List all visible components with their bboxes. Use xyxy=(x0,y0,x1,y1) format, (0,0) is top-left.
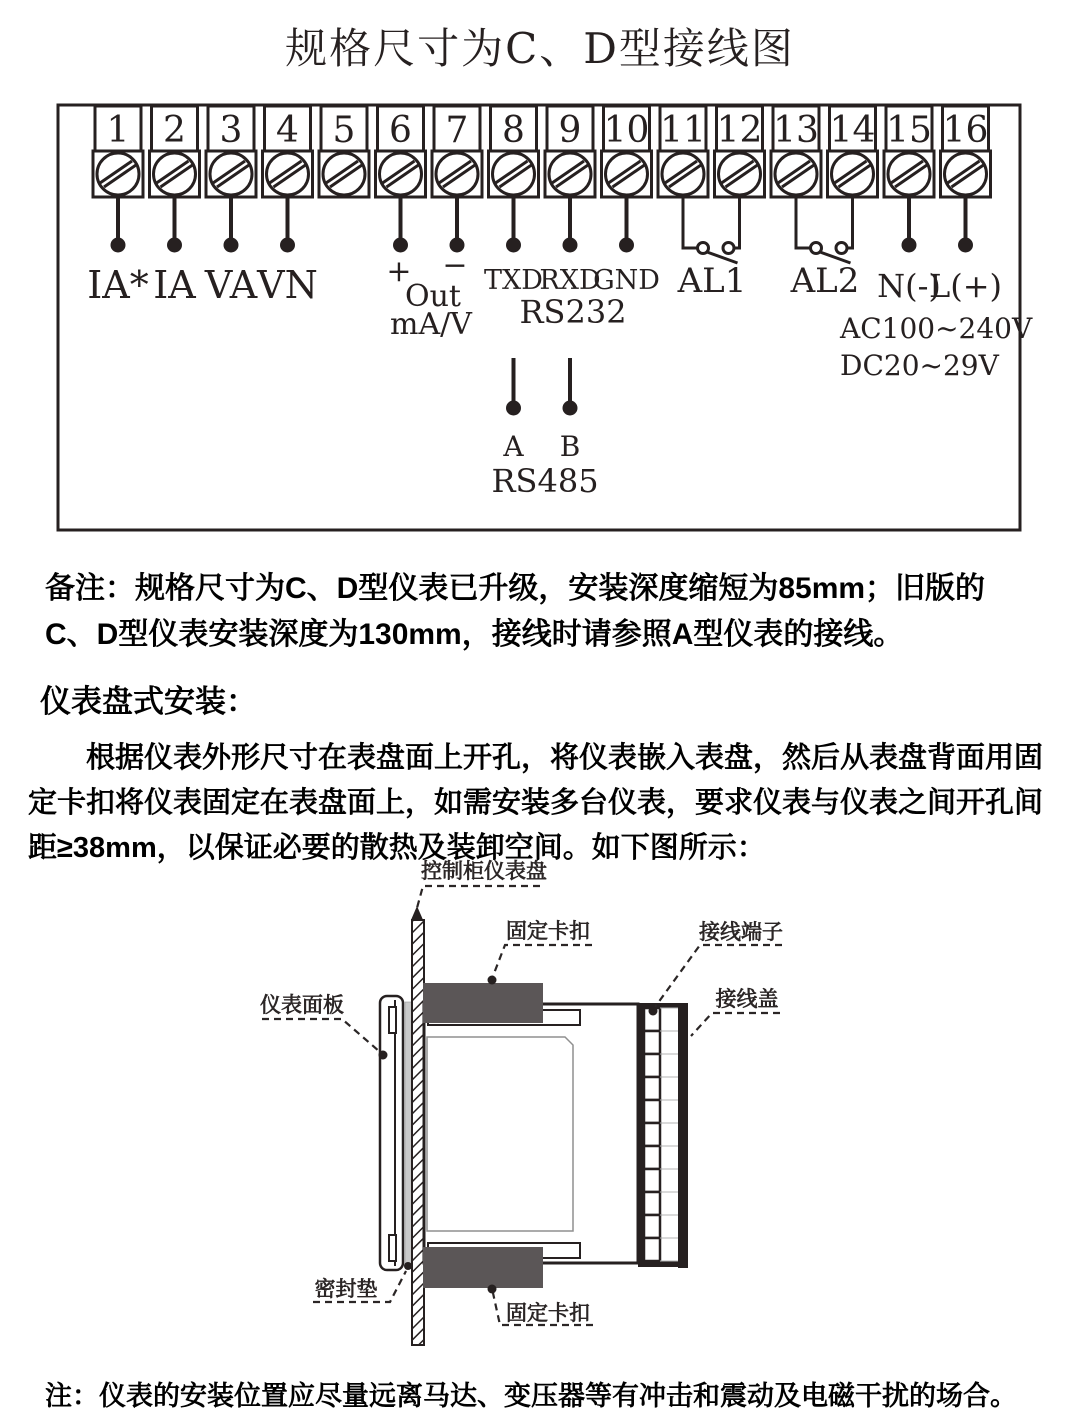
label-fixing-clip-top: 固定卡扣 xyxy=(506,920,590,943)
terminal-number: 6 xyxy=(389,110,412,151)
screw-icon xyxy=(888,153,930,195)
remark-text: 备注：规格尺寸为C、D型仪表已升级，安装深度缩短为85mm；旧版的C、D型仪表安装深度为130mm，接线时请参照A型仪表的接线。 xyxy=(45,572,986,651)
label-front-panel: 仪表面板 xyxy=(260,994,344,1017)
label-rs485: RS485 xyxy=(491,462,599,500)
terminal-12 xyxy=(715,106,765,197)
label-ia: IA xyxy=(153,263,196,307)
terminal-number: 15 xyxy=(886,110,932,151)
inner-case xyxy=(427,1037,573,1231)
label-al1: AL1 xyxy=(677,261,747,301)
section-heading: 仪表盘式安装： xyxy=(40,684,257,719)
terminal-10 xyxy=(602,106,652,197)
cabinet-panel-bar xyxy=(412,920,424,1345)
wiring-cover-bar xyxy=(678,1003,688,1268)
terminal-number: 14 xyxy=(829,110,876,151)
front-panel-bezel xyxy=(380,996,403,1270)
screw-icon xyxy=(945,153,987,195)
panel-arrowhead xyxy=(411,906,424,921)
screw-icon xyxy=(549,153,591,195)
label-rs485-b: B xyxy=(559,430,581,463)
label-gasket: 密封垫 xyxy=(314,1278,378,1301)
terminal-13 xyxy=(771,106,821,197)
label-ia-star: IA* xyxy=(87,263,149,307)
label-gnd: GND xyxy=(593,265,660,296)
terminal-7 xyxy=(432,106,482,197)
terminal-strip xyxy=(93,106,991,197)
terminal-number: 12 xyxy=(716,110,763,151)
label-vn: VN xyxy=(257,263,318,307)
terminal-number: 4 xyxy=(276,110,299,151)
terminal-3 xyxy=(206,106,256,197)
screw-icon xyxy=(606,153,648,195)
screw-icon xyxy=(267,153,309,195)
label-va: VA xyxy=(204,263,258,307)
sealing-gasket xyxy=(405,1002,412,1266)
wiring-labels xyxy=(87,248,1033,500)
label-rxd: RXD xyxy=(539,265,601,296)
terminal-number: 13 xyxy=(773,110,819,151)
terminal-4 xyxy=(263,106,313,197)
label-terminal-block: 接线端子 xyxy=(699,921,783,944)
terminal-5 xyxy=(319,106,369,197)
label-n-minus: N(-) xyxy=(877,267,941,305)
label-out-minus: − xyxy=(442,248,468,283)
screw-icon xyxy=(380,153,422,195)
label-cabinet-panel: 控制柜仪表盘 xyxy=(421,860,547,883)
screw-icon xyxy=(154,153,196,195)
screw-icon xyxy=(323,153,365,195)
screw-icon xyxy=(210,153,252,195)
label-ac-range: AC100~240V xyxy=(840,312,1033,345)
terminal-1 xyxy=(93,106,143,197)
label-out: Out xyxy=(405,279,461,314)
label-fixing-clip-bottom: 固定卡扣 xyxy=(506,1302,590,1325)
terminal-16 xyxy=(941,106,991,197)
fixing-clip-bottom xyxy=(423,1247,543,1288)
label-ma-v: mA/V xyxy=(390,307,472,342)
terminal-number: 1 xyxy=(106,110,130,151)
mounting-diagram xyxy=(245,850,805,1395)
terminal-number: 9 xyxy=(558,110,582,151)
label-l-plus: L(+) xyxy=(928,267,1003,305)
terminal-14 xyxy=(828,106,878,197)
page-title: 规格尺寸为C、D型接线图 xyxy=(285,24,795,73)
terminal-15 xyxy=(884,106,934,197)
terminal-11 xyxy=(658,106,708,197)
label-al2: AL2 xyxy=(790,261,860,301)
screw-icon xyxy=(662,153,704,195)
label-out-plus: + xyxy=(386,254,412,289)
screw-icon xyxy=(493,153,535,195)
terminal-number: 16 xyxy=(942,110,989,151)
terminal-number: 8 xyxy=(502,110,525,151)
terminal-number: 5 xyxy=(332,110,356,151)
label-rs232: RS232 xyxy=(519,293,627,331)
terminal-number: 2 xyxy=(163,110,186,151)
bottom-note: 注：仪表的安装位置应尽量远离马达、变压器等有冲击和震动及电磁干扰的场合。 xyxy=(45,1381,1017,1411)
screw-icon xyxy=(832,153,874,195)
section-paragraph: 根据仪表外形尺寸在表盘面上开孔，将仪表嵌入表盘，然后从表盘背面用固定卡扣将仪表固定在表盘面上，如需安装多台仪表，要求仪表与仪表之间开孔间距≥38mm，以保证必要的散热及装卸空间。如下图所示： xyxy=(28,742,1044,864)
terminal-number: 3 xyxy=(219,110,243,151)
screw-icon xyxy=(775,153,817,195)
fixing-clip-top xyxy=(423,983,543,1023)
terminal-6 xyxy=(376,106,426,197)
meter-body xyxy=(423,983,638,1288)
screw-icon xyxy=(719,153,761,195)
terminal-2 xyxy=(150,106,200,197)
label-dc-range: DC20~29V xyxy=(840,349,999,382)
screw-icon xyxy=(97,153,139,195)
terminal-number: 7 xyxy=(445,110,469,151)
label-rs485-a: A xyxy=(503,430,524,463)
terminal-number: 10 xyxy=(603,110,650,151)
label-wiring-cover: 接线盖 xyxy=(715,988,779,1011)
label-txd: TXD xyxy=(484,265,543,296)
wiring-diagram xyxy=(40,95,1040,540)
screw-icon xyxy=(436,153,478,195)
terminal-9 xyxy=(545,106,595,197)
terminal-number: 11 xyxy=(660,110,706,151)
terminal-8 xyxy=(489,106,539,197)
